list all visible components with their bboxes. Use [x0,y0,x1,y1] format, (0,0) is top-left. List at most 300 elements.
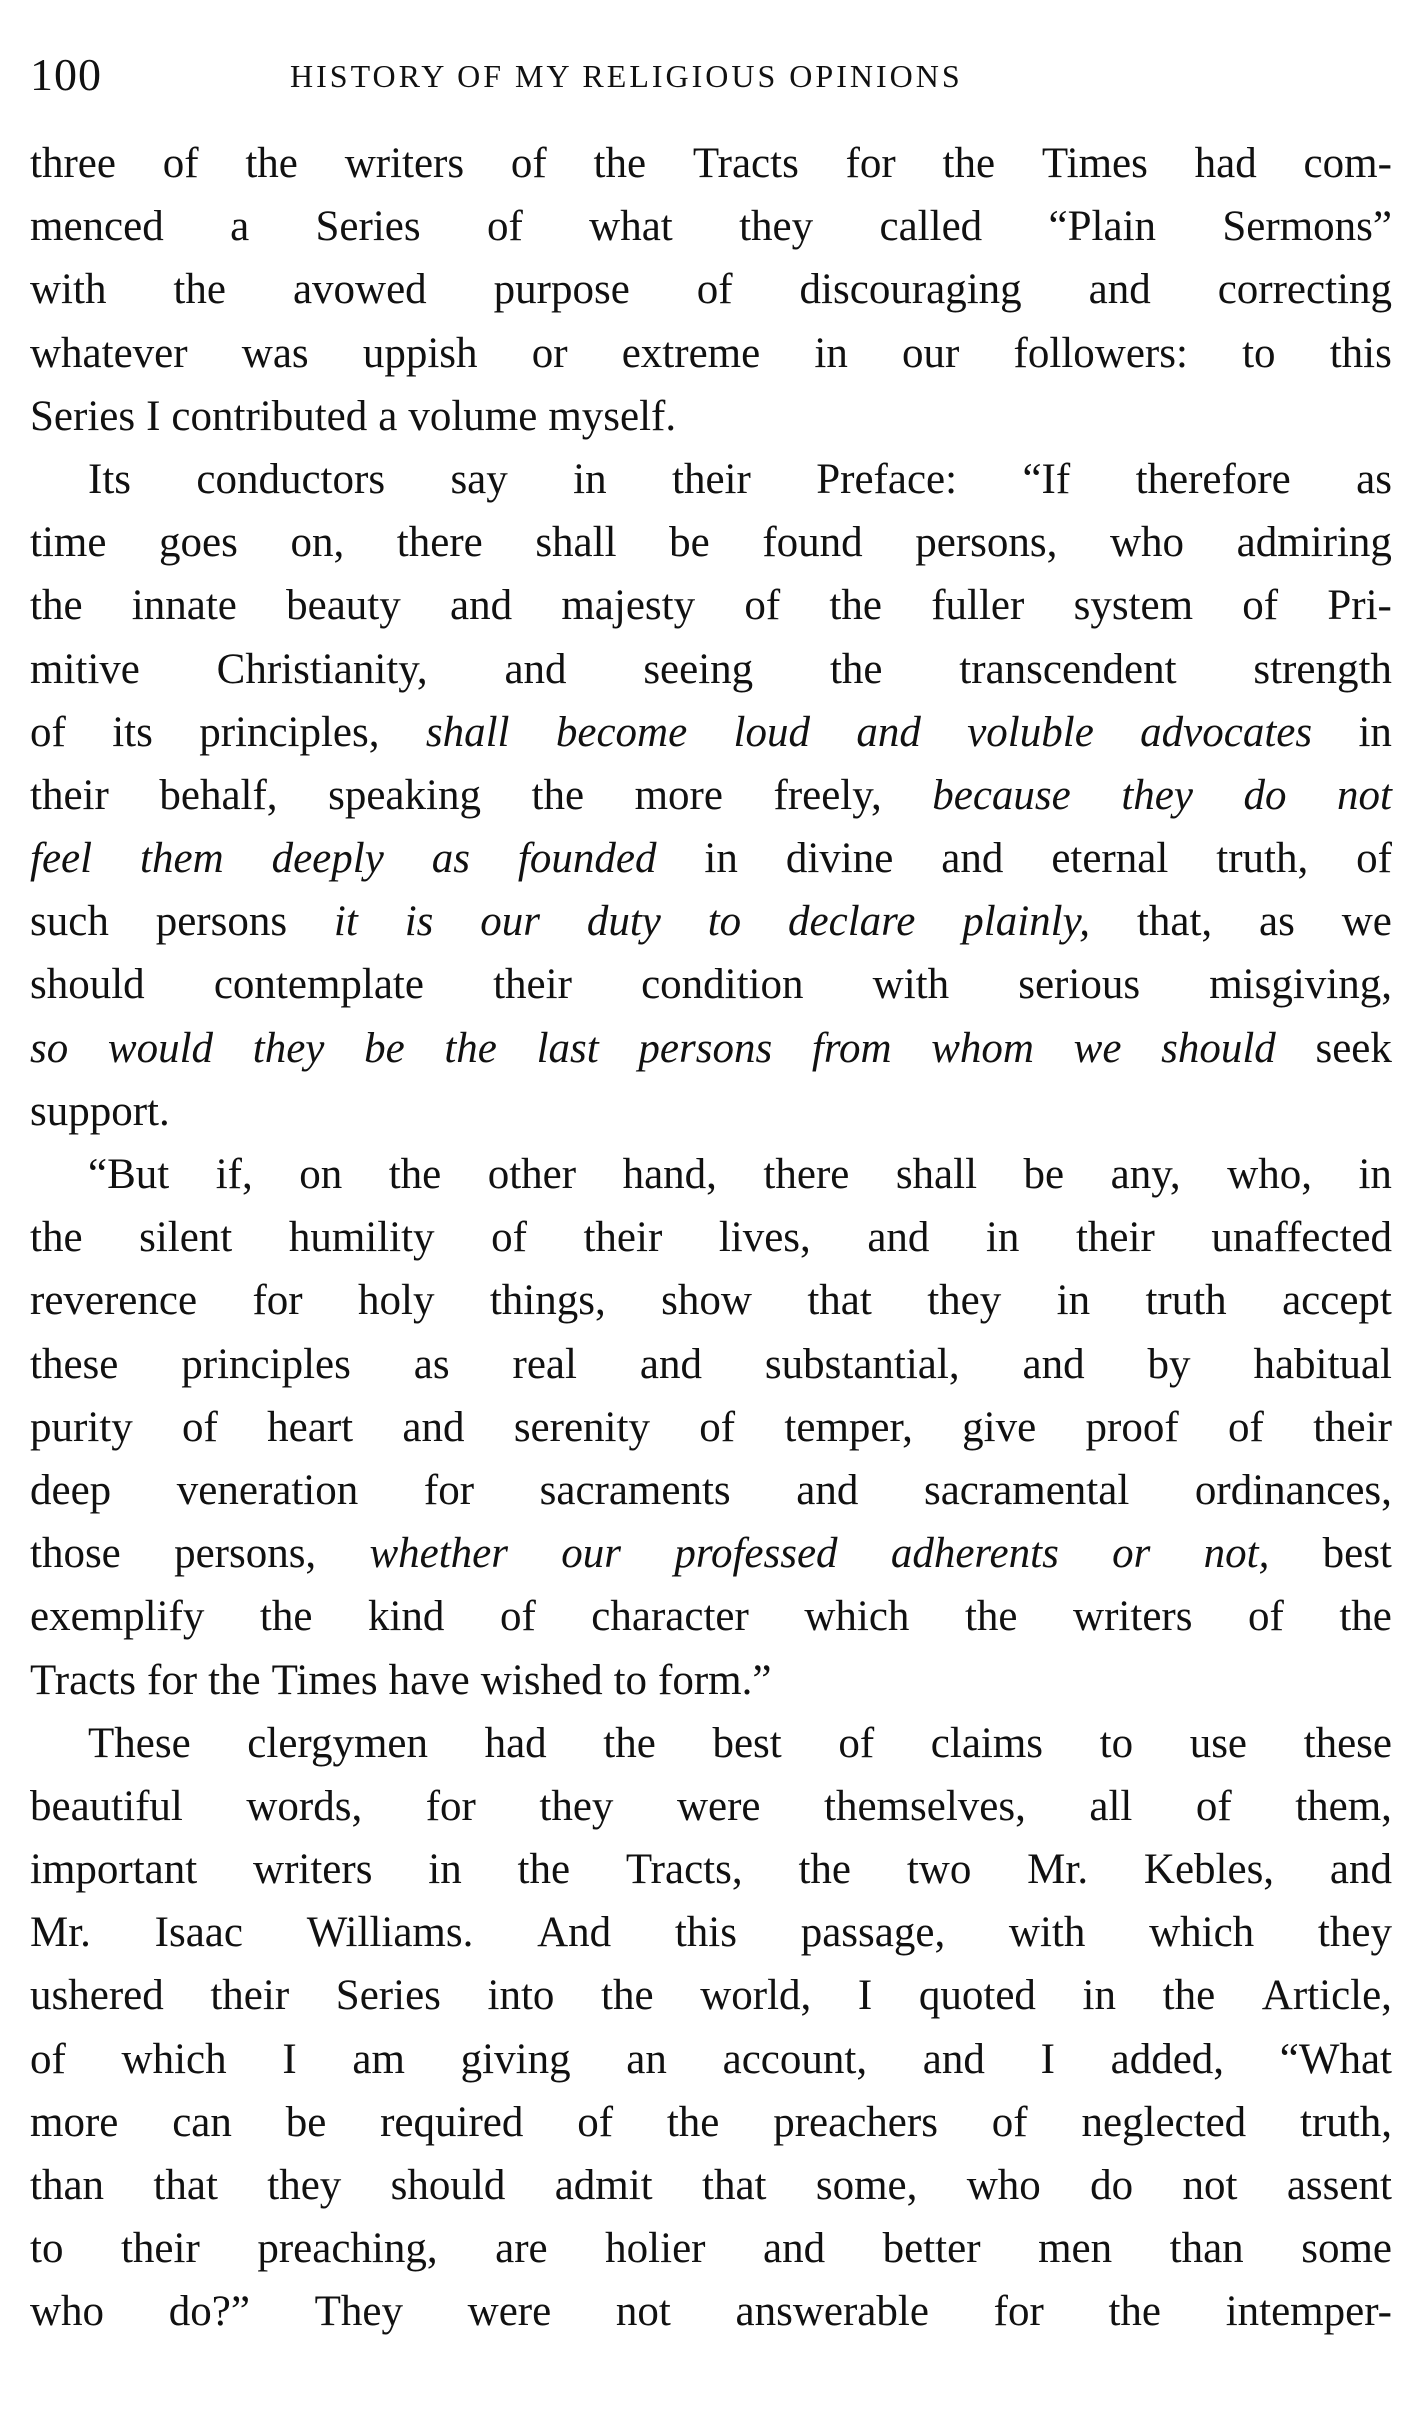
word: feel [30,835,93,883]
word: declare [788,898,916,946]
word: any, [1110,1151,1181,1198]
word: plainly, [962,898,1091,946]
word: humility [288,1214,435,1262]
word: this [674,1909,737,1957]
word: proof [1085,1403,1179,1451]
word: say [450,455,508,503]
text-line [30,1269,1392,1332]
word: things, [489,1277,606,1325]
word: for [252,1277,303,1325]
word: there [763,1151,850,1198]
word: in [1056,1277,1091,1325]
word: shall [425,708,510,756]
word: truth, [1216,835,1309,883]
word: and [1329,1846,1392,1894]
word: preaching, [257,2225,438,2273]
word: silent [139,1214,233,1262]
word: found [762,519,863,567]
word: volume [408,392,538,440]
word: heart [267,1403,354,1451]
word: unaffected [1211,1214,1392,1262]
word: in [704,835,738,883]
word: sacramental [923,1466,1130,1514]
word: this [1329,329,1392,377]
word: loud [733,708,810,756]
word: the [30,582,83,630]
word: and [450,582,513,630]
word: serenity [513,1403,650,1451]
word: Series [30,392,136,440]
word: truth, [1300,2098,1392,2146]
word: be [364,1024,405,1072]
word: of [1247,1593,1284,1641]
word: reverence [30,1277,198,1325]
word: and [504,645,567,693]
word: majesty [561,582,696,630]
word: the [1108,2288,1161,2336]
word: three [30,140,116,187]
word: of [499,1593,536,1641]
word: for [993,2288,1044,2336]
word: of [491,1214,527,1262]
word: “Plain [1048,203,1157,251]
text-line [30,1775,1392,1838]
word: with [1008,1909,1086,1957]
word: Tracts [30,1656,136,1704]
word: for [146,1656,198,1704]
word: two [906,1846,972,1894]
word: wished [480,1656,603,1704]
word: an [626,2035,667,2083]
word: And [537,1909,612,1957]
text-line [30,890,1392,953]
word: words, [246,1782,363,1830]
word: in [1358,708,1392,756]
word: clergymen [247,1719,428,1767]
word: account, [722,2035,868,2083]
word: in [985,1214,1020,1262]
word: they [252,1024,325,1072]
word: give [962,1403,1037,1451]
word: “If [1022,455,1071,503]
word: of [991,2098,1028,2146]
word: of [30,2035,66,2083]
word: founded [517,835,657,883]
word: not [615,2288,671,2336]
word: seeing [643,645,754,693]
running-title: HISTORY OF MY RELIGIOUS OPINIONS [290,58,963,94]
word: therefore [1135,455,1291,503]
word: and [867,1214,930,1262]
body-text [30,132,1392,2344]
word: what [589,203,673,251]
word: better [882,2225,981,2273]
word: and [763,2225,826,2273]
word: these [1303,1719,1392,1767]
word: best [1322,1530,1392,1578]
word: hand, [622,1151,717,1198]
word: claims [930,1719,1044,1767]
text-line [30,1017,1392,1080]
word: they [539,1782,614,1830]
text-line [30,1901,1392,1964]
word: more [634,771,723,819]
word: the [208,1656,261,1704]
word: those [30,1530,121,1578]
word: of [699,1403,736,1451]
word: a [230,203,250,251]
word: of [838,1719,875,1767]
word: would [107,1024,214,1072]
book-page [30,0,1392,2415]
word: all [1089,1782,1133,1830]
word: the [1162,1972,1216,2020]
text-line [30,2154,1392,2217]
word: the [388,1151,442,1198]
word: habitual [1253,1340,1392,1388]
word: their [493,961,572,1009]
word: who [1109,519,1185,567]
word: com- [1303,140,1392,187]
word: which [804,1593,910,1641]
word: persons [638,1024,773,1072]
word: them, [1295,1782,1392,1830]
word: ushered [30,1972,164,2020]
word: the [259,1593,313,1641]
word: the [444,1024,497,1072]
running-head [30,48,1392,108]
word: of [1227,1403,1264,1451]
word: should [30,961,145,1009]
word: writers [1073,1593,1193,1641]
word: behalf, [159,771,278,819]
word: who, [1227,1151,1312,1198]
word: Series [335,1972,441,2020]
word: their [30,771,109,819]
word: not, [1203,1530,1270,1578]
word: persons [155,898,288,946]
word: conductors [196,455,386,503]
word: Pri- [1327,582,1392,630]
word: eternal [1051,835,1169,883]
word: giving [460,2035,571,2083]
word: assent [1286,2162,1392,2209]
word: holier [605,2225,706,2273]
word: the [531,771,585,819]
word: use [1189,1719,1248,1767]
word: world, [700,1972,812,2020]
word: fuller [931,582,1025,630]
word: temper, [784,1403,913,1451]
word: other [487,1151,577,1198]
word: they [1121,771,1193,819]
word: who [966,2162,1041,2209]
word: of [30,708,66,756]
word: whatever [30,329,188,377]
word: the [829,582,882,630]
word: of [182,1403,218,1451]
text-line [30,1585,1392,1648]
word: and [941,835,1004,883]
word: with [30,266,107,314]
word: as [413,1340,450,1388]
word: or [1112,1530,1151,1578]
word: duty [586,898,661,946]
word: that [702,2162,767,2209]
word: are [495,2225,548,2273]
word: shall [895,1151,978,1198]
word: admit [554,2162,653,2209]
word: be [1023,1151,1065,1198]
word: their [1075,1214,1155,1262]
word: purity [30,1403,133,1451]
word: for [425,1782,476,1830]
word: should [390,2162,506,2209]
word: support. [30,1087,170,1135]
word: for [423,1466,475,1514]
word: the [173,266,226,314]
word: and [796,1466,859,1514]
word: I [1040,2035,1055,2083]
word: as [431,835,470,883]
word: to [1099,1719,1134,1767]
word: strength [1253,645,1392,693]
word: or [531,329,568,377]
word: Sermons” [1222,203,1392,251]
word: Kebles, [1143,1846,1275,1894]
word: the [245,140,298,187]
word: divine [785,835,894,883]
word: in [814,329,848,377]
word: not [1337,771,1392,819]
word: so [30,1024,69,1072]
word: writers [344,140,465,187]
word: contributed [171,392,368,440]
word: can [172,2098,232,2146]
word: have [388,1656,470,1704]
word: admiring [1236,519,1392,567]
page-number: 100 [30,49,102,100]
word: that [807,1277,872,1325]
text-line [30,953,1392,1016]
word: our [480,898,540,946]
word: Article, [1261,1972,1392,2020]
word: intemper- [1225,2288,1392,2336]
word: kind [367,1593,445,1641]
word: by [1147,1340,1191,1388]
word: the [1339,1593,1392,1641]
word: Christianity, [216,645,428,693]
word: Mr. [1027,1846,1089,1894]
word: neglected [1081,2098,1247,2146]
word: which [1149,1909,1255,1957]
word: was [241,329,309,377]
word: men [1038,2225,1113,2273]
word: Tracts, [625,1846,743,1894]
word: their [120,2225,200,2273]
word: of [510,140,547,187]
word: principles, [199,708,380,756]
word: real [512,1340,577,1388]
word: the [30,1214,83,1262]
text-line [30,1459,1392,1522]
word: holy [358,1277,435,1325]
word: avowed [292,266,427,314]
word: extreme [621,329,761,377]
word: the [964,1593,1018,1641]
word: required [380,2098,524,2146]
word: Series [315,203,421,251]
word: their [672,455,751,503]
word: who [30,2288,105,2336]
word: beauty [286,582,401,630]
word: professed [674,1530,838,1578]
word: not [1182,2162,1238,2209]
word: followers: [1013,329,1188,377]
word: Preface: [816,455,958,503]
text-line [30,258,1392,321]
word: were [467,2288,552,2336]
word: Williams. [306,1909,474,1957]
word: its [112,708,153,756]
word: we [1341,898,1392,946]
word: which [121,2035,227,2083]
word: substantial, [764,1340,960,1388]
word: system [1073,582,1194,630]
word: Times [1041,140,1148,187]
word: do [1090,2162,1134,2209]
word: because [932,771,1071,819]
word: Its [88,455,131,503]
word: that [153,2162,218,2209]
word: in [1358,1151,1392,1198]
word: more [30,2098,119,2146]
word: persons, [174,1530,317,1578]
text-line [30,322,1392,385]
word: best [712,1719,782,1767]
word: Mr. [30,1909,91,1957]
word: from [811,1024,892,1072]
word: they [739,203,814,251]
word: of [577,2098,614,2146]
word: deep [30,1466,112,1514]
word: the [593,140,647,187]
word: misgiving, [1209,961,1392,1009]
word: writers [253,1846,373,1894]
word: time [30,519,107,567]
word: exemplify [30,1593,205,1641]
word: Tracts [692,140,799,187]
word: their [210,1972,290,2020]
word: to [707,898,742,946]
word: do [1243,771,1287,819]
word: freely, [773,771,882,819]
text-line [30,638,1392,701]
word: for [845,140,896,187]
word: character [591,1593,749,1641]
word: seek [1315,1024,1392,1072]
word: persons, [915,519,1058,567]
word: on [299,1151,343,1198]
text-line [30,574,1392,637]
text-line [30,1964,1392,2027]
word: these [30,1340,119,1388]
word: our [561,1530,622,1578]
word: in [1082,1972,1116,2020]
word: correcting [1217,266,1392,314]
word: there [396,519,483,567]
word: as [1356,455,1392,503]
word: preachers [773,2098,938,2146]
text-line [30,1522,1392,1585]
word: sacraments [539,1466,731,1514]
word: menced [30,203,164,251]
word: discouraging [799,266,1022,314]
word: transcendent [959,645,1177,693]
word: to [613,1656,648,1704]
word: truth [1145,1277,1227,1325]
word: to [1242,329,1276,377]
text-line [30,827,1392,890]
word: veneration [176,1466,359,1514]
word: I [857,1972,873,2020]
text-line [30,195,1392,258]
word: quoted [918,1972,1036,2020]
text-line [30,1712,1392,1775]
text-line [30,2091,1392,2154]
text-line [30,2280,1392,2343]
word: to [30,2225,64,2273]
word: the [942,140,996,187]
text-line [30,701,1392,764]
text-line [30,1080,1392,1143]
text-line [30,448,1392,511]
word: and [922,2035,985,2083]
word: of [744,582,781,630]
word: show [661,1277,752,1325]
word: the [517,1846,571,1894]
word: some [1301,2225,1392,2273]
word: in [428,1846,462,1894]
word: become [555,708,688,756]
word: some, [815,2162,918,2209]
word: “But [88,1151,170,1198]
word: passage, [800,1909,946,1957]
word: of [1195,1782,1232,1830]
word: and [856,708,921,756]
text-line [30,2028,1392,2091]
word: principles [181,1340,351,1388]
word: the [601,1972,654,2020]
text-line [30,1838,1392,1901]
word: lives, [718,1214,811,1262]
word: them [140,835,224,883]
word: of [162,140,199,187]
word: than [30,2162,105,2209]
word: if, [215,1151,253,1198]
word: and [1022,1340,1085,1388]
text-line [30,511,1392,574]
word: the [829,645,883,693]
word: important [30,1846,198,1894]
word: a [378,392,398,440]
word: as [1259,898,1295,946]
word: These [88,1719,191,1767]
word: goes [159,519,238,567]
word: answerable [735,2288,929,2336]
text-line [30,1143,1392,1206]
word: innate [131,582,237,630]
